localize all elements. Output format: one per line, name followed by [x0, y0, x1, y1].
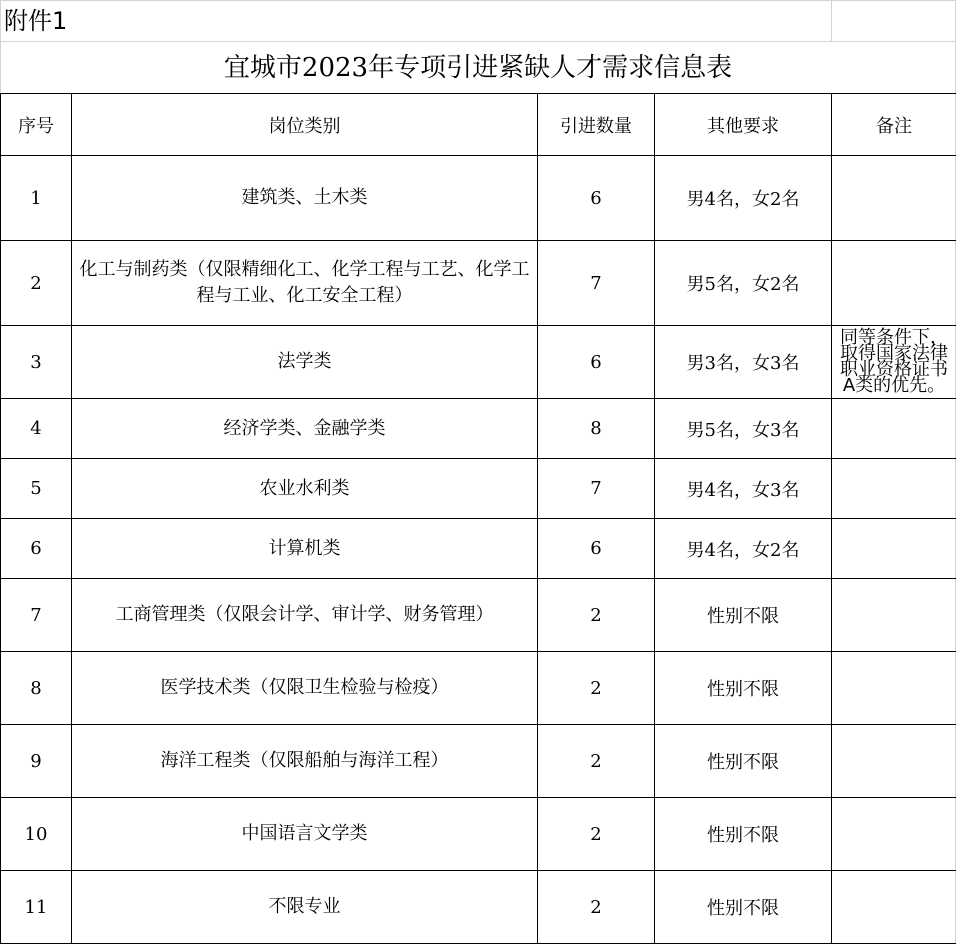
column-header-note: 备注 [832, 94, 956, 156]
row-category: 农业水利类 [72, 459, 538, 519]
row-category: 计算机类 [72, 519, 538, 579]
row-no: 6 [1, 519, 72, 579]
column-header-category: 岗位类别 [72, 94, 538, 156]
row-requirement: 男4名，女3名 [655, 459, 832, 519]
row-note [832, 579, 956, 652]
row-category: 经济学类、金融学类 [72, 399, 538, 459]
row-category: 海洋工程类（仅限船舶与海洋工程） [72, 725, 538, 798]
row-no: 7 [1, 579, 72, 652]
row-requirement: 男5名，女2名 [655, 241, 832, 326]
column-header-no: 序号 [1, 94, 72, 156]
row-requirement: 性别不限 [655, 798, 832, 871]
row-no: 4 [1, 399, 72, 459]
table-row [1, 241, 956, 326]
row-count: 6 [538, 156, 655, 241]
row-category: 建筑类、土木类 [72, 156, 538, 241]
row-category: 医学技术类（仅限卫生检验与检疫） [72, 652, 538, 725]
row-note [832, 798, 956, 871]
table-row [1, 798, 956, 871]
table-row [1, 156, 956, 241]
row-note [832, 652, 956, 725]
table-row [1, 519, 956, 579]
row-requirement: 男3名，女3名 [655, 326, 832, 399]
grid-line [0, 0, 956, 1]
row-requirement: 性别不限 [655, 652, 832, 725]
row-count: 2 [538, 725, 655, 798]
row-requirement: 性别不限 [655, 725, 832, 798]
row-category: 中国语言文学类 [72, 798, 538, 871]
row-requirement: 男5名，女3名 [655, 399, 832, 459]
row-requirement: 男4名，女2名 [655, 156, 832, 241]
row-no: 3 [1, 326, 72, 399]
grid-line [831, 0, 832, 41]
table-row [1, 459, 956, 519]
row-no: 2 [1, 241, 72, 326]
row-category: 工商管理类（仅限会计学、审计学、财务管理） [72, 579, 538, 652]
column-header-requirement: 其他要求 [655, 94, 832, 156]
row-count: 2 [538, 871, 655, 944]
row-count: 8 [538, 399, 655, 459]
table-row [1, 579, 956, 652]
table-row [1, 399, 956, 459]
row-note [832, 519, 956, 579]
row-count: 7 [538, 459, 655, 519]
row-note [832, 459, 956, 519]
row-count: 6 [538, 326, 655, 399]
row-category: 法学类 [72, 326, 538, 399]
table-row [1, 725, 956, 798]
row-count: 2 [538, 579, 655, 652]
table-row [1, 652, 956, 725]
row-count: 7 [538, 241, 655, 326]
talent-demand-table [0, 93, 956, 944]
row-no: 1 [1, 156, 72, 241]
row-requirement: 男4名，女2名 [655, 519, 832, 579]
row-requirement: 性别不限 [655, 579, 832, 652]
row-category: 化工与制药类（仅限精细化工、化学工程与工艺、化学工程与工业、化工安全工程） [72, 241, 538, 326]
table-header-row [1, 94, 956, 156]
row-no: 5 [1, 459, 72, 519]
row-count: 2 [538, 652, 655, 725]
table-row [1, 326, 956, 399]
row-requirement: 性别不限 [655, 871, 832, 944]
row-count: 6 [538, 519, 655, 579]
row-no: 9 [1, 725, 72, 798]
row-note [832, 156, 956, 241]
row-note [832, 399, 956, 459]
table-row [1, 871, 956, 944]
row-note [832, 725, 956, 798]
row-no: 8 [1, 652, 72, 725]
row-note [832, 871, 956, 944]
row-no: 10 [1, 798, 72, 871]
column-header-count: 引进数量 [538, 94, 655, 156]
page-title: 宜城市2023年专项引进紧缺人才需求信息表 [223, 53, 733, 83]
row-note: 同等条件下，取得国家法律职业资格证书A类的优先。 [832, 326, 956, 399]
attachment-label: 附件1 [4, 7, 68, 35]
row-category: 不限专业 [72, 871, 538, 944]
row-note [832, 241, 956, 326]
row-count: 2 [538, 798, 655, 871]
row-no: 11 [1, 871, 72, 944]
